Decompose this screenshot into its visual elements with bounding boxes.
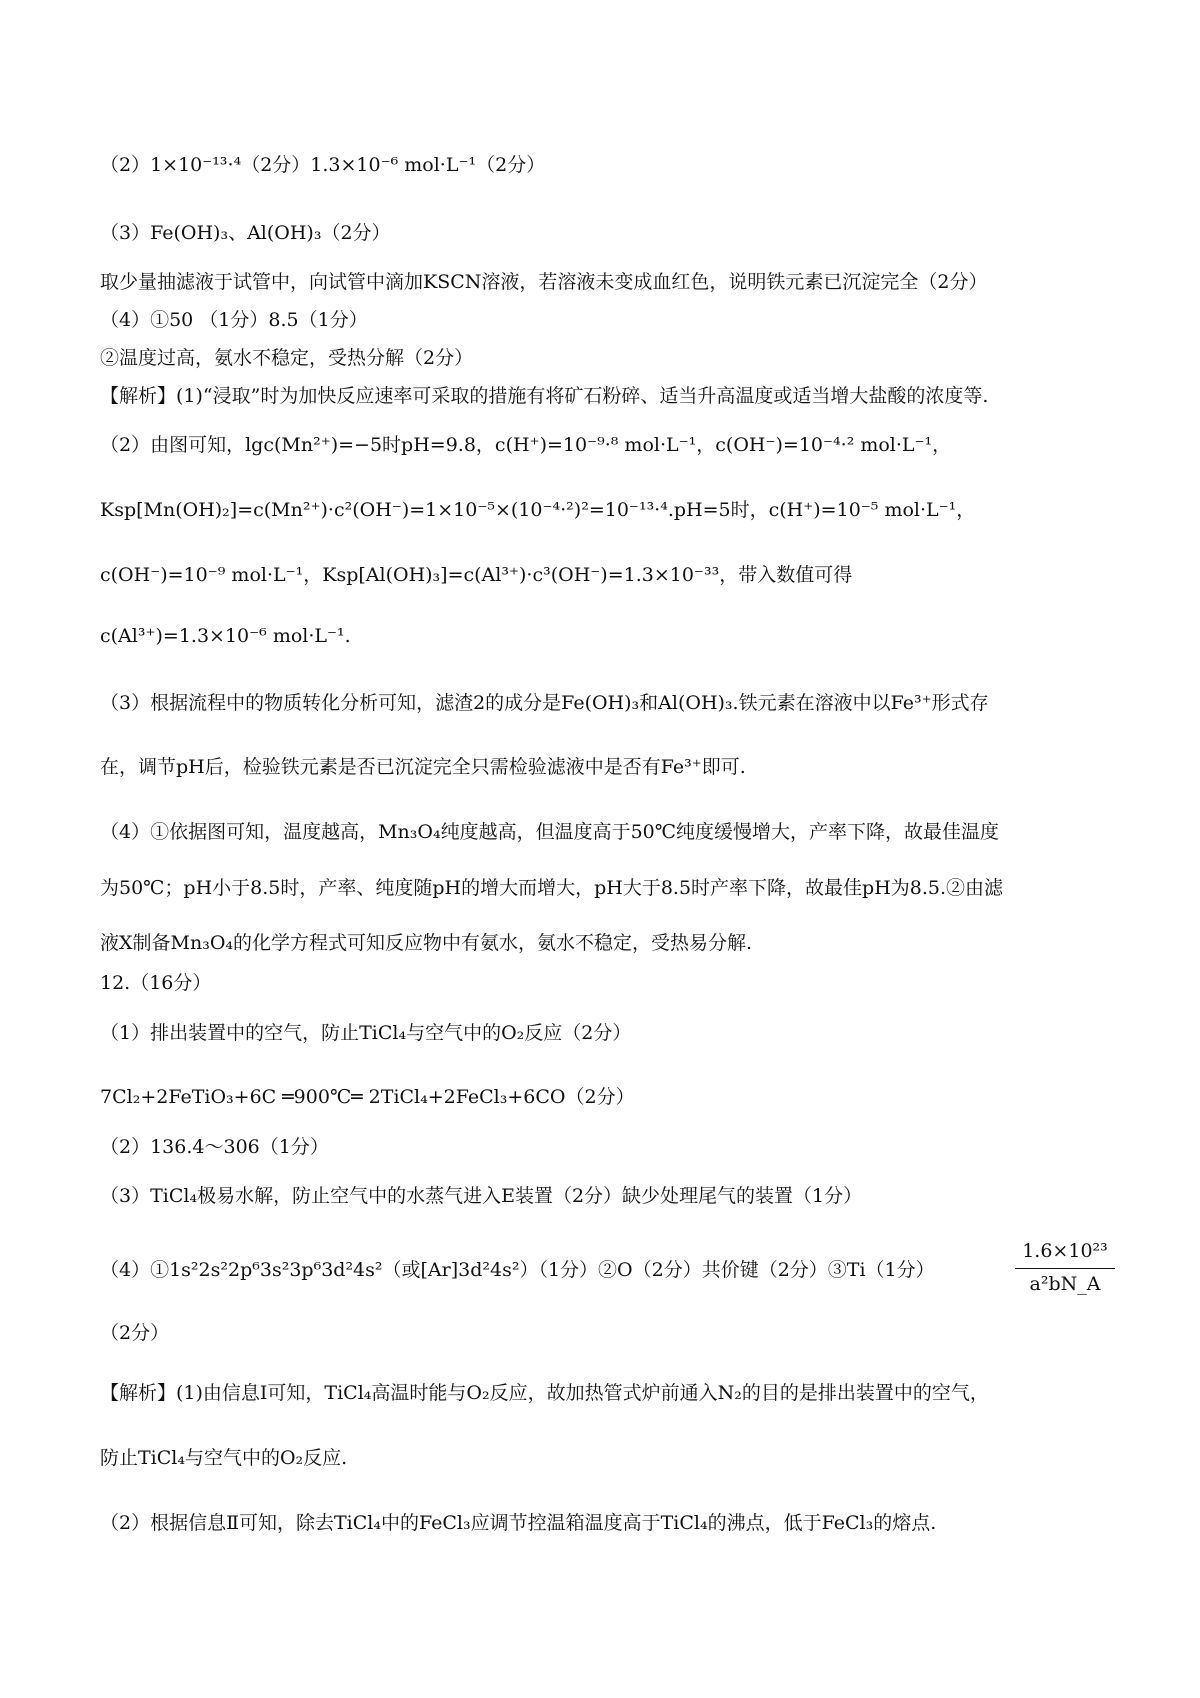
analysis-line-8: （4）①依据图可知，温度越高，Mn₃O₄纯度越高，但温度高于50℃纯度缓慢增大，产率下降，故最佳温度	[100, 821, 1000, 843]
fraction-denominator: a²bN_A	[1029, 1273, 1101, 1295]
analysis-line-1: 【解析】(1)“浸取”时为加快反应速率可采取的措施有将矿石粉碎、适当升高温度或适当增大盐酸的浓度等.	[100, 385, 989, 407]
answer-line-5: ②温度过高，氨水不稳定，受热分解（2分）	[100, 347, 474, 369]
analysis-line-4: c(OH⁻)=10⁻⁹ mol·L⁻¹，Ksp[Al(OH)₃]=c(Al³⁺)·c³(OH⁻)=1.3×10⁻³³，带入数值可得	[100, 564, 853, 586]
q12-answer-4-score: （2分）	[100, 1322, 170, 1344]
analysis-line-7: 在，调节pH后，检验铁元素是否已沉淀完全只需检验滤液中是否有Fe³⁺即可.	[100, 756, 746, 778]
analysis-line-5: c(Al³⁺)=1.3×10⁻⁶ mol·L⁻¹.	[100, 625, 351, 647]
q12-answer-3: （3）TiCl₄极易水解，防止空气中的水蒸气进入E装置（2分）缺少处理尾气的装置（1分）	[100, 1185, 863, 1207]
analysis-line-3: Ksp[Mn(OH)₂]=c(Mn²⁺)·c²(OH⁻)=1×10⁻⁵×(10⁻⁴·²)²=10⁻¹³·⁴.pH=5时，c(H⁺)=10⁻⁵ mol·L⁻¹，	[100, 499, 976, 521]
q12-analysis-3: （2）根据信息Ⅱ可知，除去TiCl₄中的FeCl₃应调节控温箱温度高于TiCl₄的沸点，低于FeCl₃的熔点.	[100, 1512, 937, 1534]
question-number-12: 12.（16分）	[100, 972, 212, 994]
analysis-line-9: 为50℃；pH小于8.5时，产率、纯度随pH的增大而增大，pH大于8.5时产率下降，故最佳pH为8.5.②由滤	[100, 877, 1004, 899]
density-fraction	[1015, 1240, 1115, 1295]
q12-analysis-1: 【解析】(1)由信息Ⅰ可知，TiCl₄高温时能与O₂反应，故加热管式炉前通入N₂的目的是排出装置中的空气，	[100, 1382, 989, 1404]
q12-analysis-2: 防止TiCl₄与空气中的O₂反应.	[100, 1447, 348, 1469]
q12-answer-1: （1）排出装置中的空气，防止TiCl₄与空气中的O₂反应（2分）	[100, 1022, 632, 1044]
q12-answer-2: （2）136.4～306（1分）	[100, 1136, 329, 1158]
analysis-line-6: （3）根据流程中的物质转化分析可知，滤渣2的成分是Fe(OH)₃和Al(OH)₃.铁元素在溶液中以Fe³⁺形式存	[100, 692, 989, 714]
answer-line-4: （4）①50 （1分）8.5（1分）	[100, 309, 368, 331]
answer-line-3: 取少量抽滤液于试管中，向试管中滴加KSCN溶液，若溶液未变成血红色，说明铁元素已沉淀完全（2分）	[100, 271, 988, 293]
q12-answer-4: （4）①1s²2s²2p⁶3s²3p⁶3d²4s²（或[Ar]3d²4s²）（1分）②O（2分）共价键（2分）③Ti（1分）	[100, 1259, 935, 1281]
q12-equation: 7Cl₂+2FeTiO₃+6C ═900℃═ 2TiCl₄+2FeCl₃+6CO（2分）	[100, 1086, 635, 1108]
analysis-line-2: （2）由图可知，lgc(Mn²⁺)=−5时pH=9.8，c(H⁺)=10⁻⁹·⁸ mol·L⁻¹，c(OH⁻)=10⁻⁴·² mol·L⁻¹，	[100, 434, 952, 456]
fraction-numerator: 1.6×10²³	[1015, 1240, 1115, 1269]
answer-line-1: （2）1×10⁻¹³·⁴（2分）1.3×10⁻⁶ mol·L⁻¹（2分）	[100, 154, 546, 176]
analysis-line-10: 液X制备Mn₃O₄的化学方程式可知反应物中有氨水，氨水不稳定，受热易分解.	[100, 932, 753, 954]
answer-line-2: （3）Fe(OH)₃、Al(OH)₃（2分）	[100, 222, 391, 244]
